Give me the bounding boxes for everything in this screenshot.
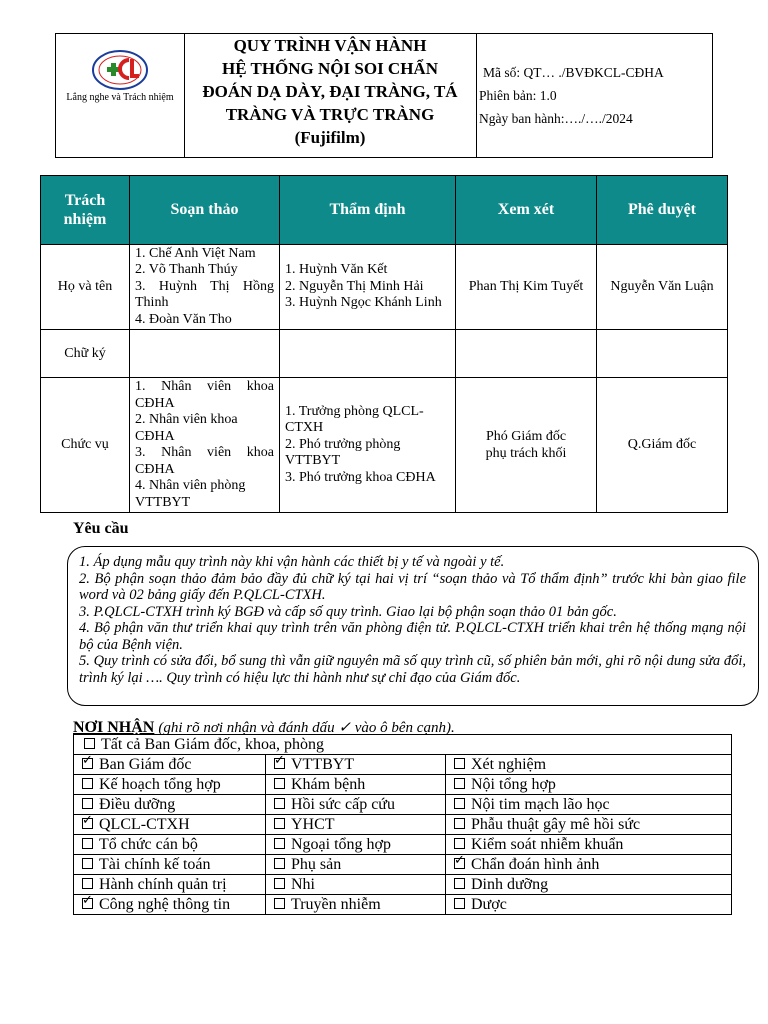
title-line: HỆ THỐNG NỘI SOI CHẨN (221, 59, 438, 78)
recipient-label: Ban Giám đốc (99, 756, 192, 773)
recipient-row (74, 895, 732, 915)
approver-name: Nguyễn Văn Luận (597, 245, 728, 330)
approval-row-position (41, 378, 728, 513)
recipient-cell (266, 755, 446, 775)
recipient-cell (446, 835, 732, 855)
checkbox[interactable] (274, 898, 285, 909)
requirement-item: 4. Bộ phận văn thư triển khai quy trình trên văn phòng điện tử. P.QLCL-CTXH triển khai trên hệ thống mạng nội bộ của Bệnh viện. (79, 620, 746, 653)
recipients-body (74, 755, 732, 915)
row-label: Chữ ký (41, 330, 130, 378)
document-header (55, 33, 713, 158)
column-header: Thẩm định (280, 176, 456, 245)
title-line: QUY TRÌNH VẬN HÀNH (233, 36, 427, 55)
recipient-label: Kế hoạch tổng hợp (99, 776, 221, 793)
reviewer-position: 2. Phó trưởng phòng VTTBYT (285, 436, 401, 469)
checkbox[interactable] (82, 798, 93, 809)
drafter-position: 4. Nhân viên phòng VTTBYT (135, 478, 246, 510)
checkbox[interactable] (454, 758, 465, 769)
recipient-row (74, 875, 732, 895)
recipient-label: Nhi (291, 876, 315, 893)
recipient-cell (266, 895, 446, 915)
checkbox[interactable] (84, 738, 95, 749)
approval-row-names (41, 245, 728, 330)
recipient-label: Xét nghiệm (471, 756, 547, 773)
drafter-position: 3. Nhân viên khoa CĐHA (135, 445, 274, 477)
checkbox[interactable] (454, 878, 465, 889)
recipient-row (74, 755, 732, 775)
reviewer-name: 1. Huỳnh Văn Kết (285, 262, 388, 278)
drafter-name: 4. Đoàn Văn Tho (135, 311, 232, 327)
recipient-label: Dược (471, 896, 507, 913)
recipients-title: NƠI NHẬN (73, 719, 155, 736)
recipient-cell (266, 835, 446, 855)
drafter-name: 2. Võ Thanh Thúy (135, 262, 238, 278)
reviewers-names (280, 245, 456, 330)
checked-checkbox[interactable] (274, 758, 285, 769)
recipient-row (74, 775, 732, 795)
recipient-label: Khám bệnh (291, 776, 366, 793)
reviewer-position: 1. Trưởng phòng QLCL-CTXH (285, 403, 424, 436)
recipient-cell (74, 835, 266, 855)
document-code: Mã số: QT… ./BVĐKCL-CĐHA (483, 65, 664, 80)
recipient-row (74, 795, 732, 815)
recipients-note: (ghi rõ nơi nhận và đánh dấu ✓ vào ô bên cạnh). (158, 720, 455, 736)
row-label: Họ và tên (41, 245, 130, 330)
approval-header-row (41, 176, 728, 245)
checkbox[interactable] (274, 838, 285, 849)
recipient-cell (266, 855, 446, 875)
recipient-cell (74, 855, 266, 875)
drafter-name: 1. Chế Anh Việt Nam (135, 245, 256, 261)
checked-checkbox[interactable] (82, 898, 93, 909)
examiner-position: Phó Giám đốc phụ trách khối (456, 378, 597, 513)
checked-checkbox[interactable] (454, 858, 465, 869)
drafter-name: 3. Huỳnh Thị Hồng Thinh (135, 278, 274, 311)
signature-cell (597, 330, 728, 378)
recipient-label: Nội tim mạch lão học (471, 796, 610, 813)
recipient-label: Dinh dưỡng (471, 876, 549, 893)
recipient-cell (446, 755, 732, 775)
recipient-label: Tất cả Ban Giám đốc, khoa, phòng (101, 736, 325, 753)
document-meta (477, 34, 713, 157)
recipient-label: VTTBYT (291, 756, 355, 773)
recipient-cell (74, 775, 266, 795)
recipient-label: YHCT (291, 816, 335, 833)
reviewer-name: 3. Huỳnh Ngọc Khánh Linh (285, 295, 442, 311)
checkbox[interactable] (274, 878, 285, 889)
reviewer-position: 3. Phó trưởng khoa CĐHA (285, 469, 436, 485)
recipient-cell (74, 795, 266, 815)
recipient-label: Kiểm soát nhiễm khuẩn (471, 836, 624, 853)
signature-cell (456, 330, 597, 378)
column-header: Phê duyệt (597, 176, 728, 245)
recipient-row (74, 815, 732, 835)
checked-checkbox[interactable] (82, 758, 93, 769)
document-title (184, 34, 477, 157)
recipient-label: Hồi sức cấp cứu (291, 796, 395, 813)
checkbox[interactable] (454, 798, 465, 809)
requirements-box (67, 546, 759, 706)
recipient-cell (446, 895, 732, 915)
drafter-position: 2. Nhân viên khoa CĐHA (135, 412, 238, 444)
column-header: Soạn thảo (130, 176, 280, 245)
recipient-label: Tài chính kế toán (99, 856, 211, 873)
recipient-cell (74, 895, 266, 915)
requirements-title: Yêu cầu (73, 520, 129, 537)
title-line: ĐOÁN DẠ DÀY, ĐẠI TRÀNG, TÁ (202, 82, 458, 101)
recipient-label: Nội tổng hợp (471, 776, 556, 793)
requirement-item: 1. Áp dụng mẫu quy trình này khi vận hành các thiết bị y tế và ngoài y tế. (79, 554, 505, 570)
requirement-item: 3. P.QLCL-CTXH trình ký BGĐ và cấp số quy trình. Giao lại bộ phận soạn thảo 01 bản gốc. (79, 603, 617, 620)
recipient-row (74, 855, 732, 875)
recipient-cell (446, 795, 732, 815)
recipient-label: Tổ chức cán bộ (99, 836, 198, 853)
recipient-cell (266, 775, 446, 795)
reviewers-positions (280, 378, 456, 513)
drafters-names (130, 245, 280, 330)
recipient-label: Chẩn đoán hình ảnh (471, 856, 600, 873)
recipient-label: Phụ sản (291, 856, 342, 873)
recipient-label: Hành chính quản trị (99, 876, 227, 893)
recipient-cell (266, 815, 446, 835)
checkbox[interactable] (454, 818, 465, 829)
checkbox[interactable] (82, 778, 93, 789)
hospital-logo (91, 49, 149, 91)
checkbox[interactable] (274, 778, 285, 789)
recipient-row (74, 835, 732, 855)
issue-date: Ngày ban hành:…./…./2024 (479, 111, 633, 126)
recipient-cell (74, 755, 266, 775)
reviewer-name: 2. Nguyễn Thị Minh Hải (285, 278, 424, 294)
checked-checkbox[interactable] (82, 818, 93, 829)
recipient-cell (446, 815, 732, 835)
checkbox[interactable] (274, 798, 285, 809)
checkbox[interactable] (454, 898, 465, 909)
drafters-positions (130, 378, 280, 513)
recipient-cell (74, 875, 266, 895)
document-version: Phiên bản: 1.0 (479, 88, 557, 103)
recipient-label: Công nghệ thông tin (99, 896, 231, 913)
recipient-label: Truyền nhiễm (291, 896, 381, 913)
signature-cell (280, 330, 456, 378)
checkbox[interactable] (82, 838, 93, 849)
checkbox[interactable] (454, 778, 465, 789)
checkbox[interactable] (454, 838, 465, 849)
column-header: Xem xét (456, 176, 597, 245)
recipient-cell (446, 875, 732, 895)
drafter-position: 1. Nhân viên khoa CĐHA (135, 379, 274, 411)
checkbox[interactable] (82, 858, 93, 869)
checkbox[interactable] (82, 878, 93, 889)
recipient-cell (266, 875, 446, 895)
recipient-cell (74, 815, 266, 835)
recipient-label: QLCL-CTXH (99, 816, 190, 833)
recipient-label: Ngoại tổng hợp (291, 836, 392, 853)
recipients-all-row (74, 735, 732, 755)
recipients-table (73, 734, 732, 915)
examiner-name: Phan Thị Kim Tuyết (456, 245, 597, 330)
requirement-item: 5. Quy trình có sửa đổi, bổ sung thì vẫn giữ nguyên mã số quy trình cũ, số phiên bản mới, ghi rõ nội dung sửa đổi, trình ký lại …. Quy trình có hiệu lực thi hành như sự chỉ đạo của Giám đốc. (79, 653, 746, 686)
approval-row-signature (41, 330, 728, 378)
column-header: Trách nhiệm (41, 176, 130, 245)
title-line: (Fujifilm) (294, 128, 366, 147)
recipient-label: Điều dưỡng (99, 796, 176, 813)
signature-cell (130, 330, 280, 378)
recipient-cell (446, 855, 732, 875)
title-line: TRÀNG VÀ TRỰC TRÀNG (225, 105, 435, 124)
hospital-motto: Lắng nghe và Trách nhiệm (66, 92, 174, 103)
row-label: Chức vụ (41, 378, 130, 513)
recipient-cell (446, 775, 732, 795)
checkbox[interactable] (274, 818, 285, 829)
approval-table (40, 175, 728, 513)
recipient-label: Phẫu thuật gây mê hồi sức (471, 816, 641, 833)
logo-cell (56, 34, 185, 157)
recipient-cell (266, 795, 446, 815)
approver-position: Q.Giám đốc (597, 378, 728, 513)
requirement-item: 2. Bộ phận soạn thảo đảm bảo đầy đủ chữ ký tại hai vị trí “soạn thảo và Tổ thẩm định” trước khi bàn giao file word và 02 bảng giấy đến P.QLCL-CTXH. (79, 570, 746, 603)
checkbox[interactable] (274, 858, 285, 869)
recipient-all (74, 735, 732, 755)
